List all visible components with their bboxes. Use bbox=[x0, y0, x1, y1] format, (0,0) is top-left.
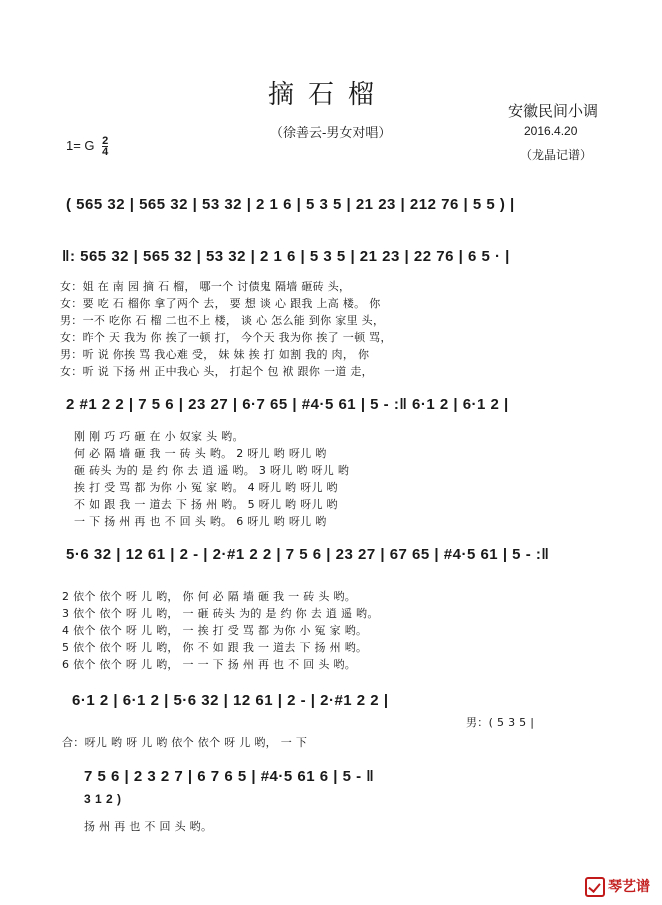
lyric-line: 男：一不 吃你 石 榴 二也不上 楼， 谈 心 怎么能 到你 家里 头， bbox=[60, 314, 385, 327]
watermark-brand: 琴艺谱 bbox=[608, 879, 650, 895]
lyric-line: 挨 打 受 骂 都 为你 小 冤 家 哟。 4 呀儿 哟 呀儿 哟 bbox=[74, 481, 338, 494]
site-watermark bbox=[585, 876, 650, 897]
song-title: 摘石榴 bbox=[268, 80, 389, 110]
transcriber: （龙晶记谱） bbox=[520, 148, 593, 162]
lyric-line: 女：昨个 天 我为 你 挨了一顿 打， 今个天 我为你 挨了 一顿 骂， bbox=[60, 331, 392, 344]
time-signature bbox=[102, 136, 108, 157]
lyric-line: 5 依个 依个 呀 儿 哟， 你 不 如 跟 我 一 道去 下 扬 州 哟。 bbox=[62, 641, 368, 654]
key-signature bbox=[66, 136, 108, 157]
qinyipu-logo-icon bbox=[585, 877, 605, 897]
lyric-line: 合：呀儿 哟 呀 儿 哟 依个 依个 呀 儿 哟， 一 下 bbox=[62, 736, 308, 749]
lyric-line: 一 下 扬 州 再 也 不 回 头 哟。 6 呀儿 哟 呀儿 哟 bbox=[74, 515, 327, 528]
notes-system-6: 7 5 6 | 2 3 2 7 | 6 7 6 5 | #4·5 61 6 | 5 - ‖ bbox=[84, 768, 375, 785]
notes-system-3: 2 #1 2 2 | 7 5 6 | 23 27 | 6·7 65 | #4·5 61 | 5 - :‖ 6·1 2 | 6·1 2 | bbox=[66, 396, 509, 413]
time-signature-bottom: 4 bbox=[102, 146, 109, 158]
lyric-line: 刚 刚 巧 巧 砸 在 小 奴家 头 哟。 bbox=[74, 430, 244, 443]
notes-system-1: ( 565 32 | 565 32 | 53 32 | 2 1 6 | 5 3 5 | 21 23 | 212 76 | 5 5 ) | bbox=[66, 196, 515, 213]
time-signature-top: 2 bbox=[102, 135, 109, 147]
male-entry-notes: 男：( 5 3 5 | bbox=[466, 716, 535, 729]
notes-system-2: ‖: 565 32 | 565 32 | 53 32 | 2 1 6 | 5 3 5 | 21 23 | 22 76 | 6 5 · | bbox=[62, 248, 510, 265]
lyric-line: 4 依个 依个 呀 儿 哟， 一 挨 打 受 骂 都 为你 小 冤 家 哟。 bbox=[62, 624, 368, 637]
transcription-date: 2016.4.20 bbox=[524, 124, 578, 138]
key-label: 1= G bbox=[66, 137, 95, 153]
lyric-line: 不 如 跟 我 一 道去 下 扬 州 哟。 5 呀儿 哟 呀儿 哟 bbox=[74, 498, 338, 511]
lyric-line: 男：听 说 你挨 骂 我心难 受， 妹 妹 挨 打 如割 我的 肉， 你 bbox=[60, 348, 370, 361]
lyric-line: 女：姐 在 南 园 摘 石 榴， 哪一个 讨债鬼 隔墙 砸砖 头， bbox=[60, 280, 351, 293]
lyric-line: 何 必 隔 墙 砸 我 一 砖 头 哟。 2 呀儿 哟 呀儿 哟 bbox=[74, 447, 327, 460]
notes-system-5: 6·1 2 | 6·1 2 | 5·6 32 | 12 61 | 2 - | 2·#1 2 2 | bbox=[72, 692, 389, 709]
lyric-line: 女：要 吃 石 榴你 拿了两个 去， 要 想 谈 心 跟我 上高 楼。 你 bbox=[60, 297, 381, 310]
lyric-line: 3 依个 依个 呀 儿 哟， 一 砸 砖头 为的 是 约 你 去 逍 遥 哟。 bbox=[62, 607, 379, 620]
lyric-line: 扬 州 再 也 不 回 头 哟。 bbox=[84, 820, 213, 833]
song-origin: 安徽民间小调 bbox=[508, 102, 599, 120]
song-subtitle: （徐善云-男女对唱） bbox=[270, 126, 392, 141]
notes-system-4: 5·6 32 | 12 61 | 2 - | 2·#1 2 2 | 7 5 6 | 23 27 | 67 65 | #4·5 61 | 5 - :‖ bbox=[66, 546, 550, 563]
lyric-line: 女：听 说 下扬 州 正中我心 头， 打起个 包 袱 跟你 一道 走， bbox=[60, 365, 373, 378]
lyric-line: 6 依个 依个 呀 儿 哟， 一 一 下 扬 州 再 也 不 回 头 哟。 bbox=[62, 658, 357, 671]
lyric-line: 2 依个 依个 呀 儿 哟， 你 何 必 隔 墙 砸 我 一 砖 头 哟。 bbox=[62, 590, 357, 603]
lyric-line: 砸 砖头 为的 是 约 你 去 逍 遥 哟。 3 呀儿 哟 呀儿 哟 bbox=[74, 464, 350, 477]
lower-voice-notes: 3 1 2 ) bbox=[84, 792, 122, 806]
